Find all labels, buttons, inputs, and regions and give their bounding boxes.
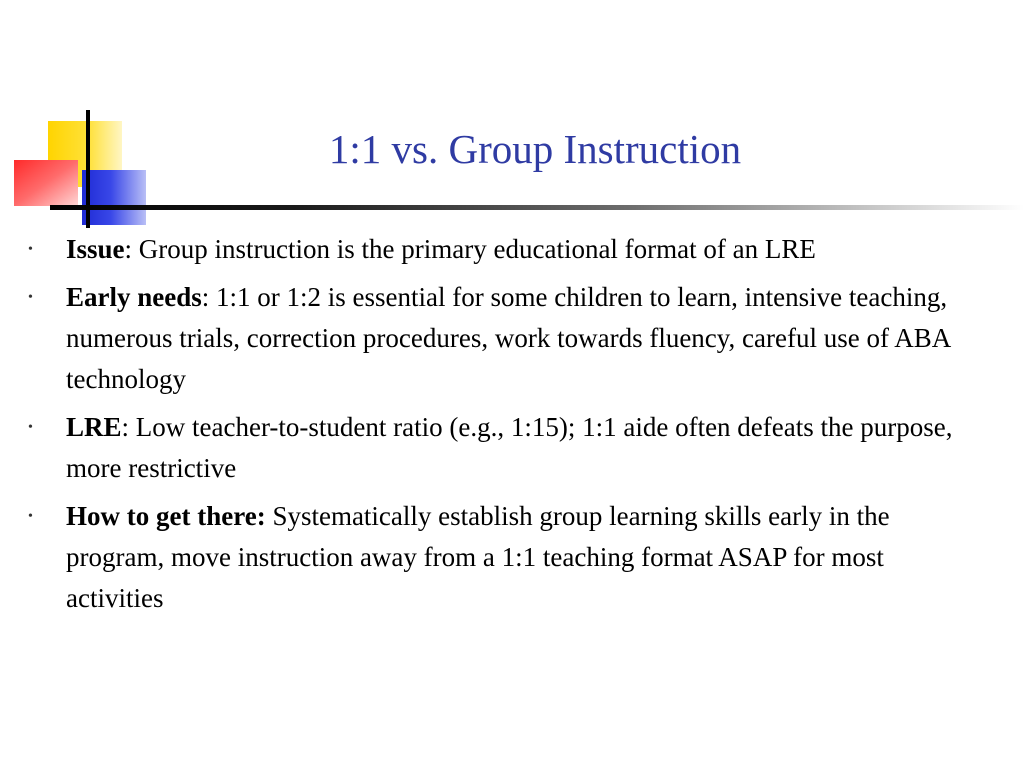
bullet-list [0,229,1024,626]
bullet-text: Group instruction is the primary educational format of an LRE [132,234,816,264]
title-underline-rule [50,205,1024,210]
bullet-item-lre [0,407,1024,489]
bullet-term: How to get there: [66,501,266,531]
bullet-dot-icon: • [28,242,33,257]
bullet-term: LRE [66,412,122,442]
bullet-separator: : [121,412,130,442]
bullet-text: Systematically establish group learning skills early in the program, move instruction away from a 1:1 teaching format ASAP for most activities [66,501,890,613]
bullet-term: Issue [66,234,125,264]
bullet-separator: : [201,282,210,312]
bullet-term: Early needs [66,282,202,312]
slide-title: 1:1 vs. Group Instruction [328,126,742,172]
blue-square-decoration [82,170,146,225]
bullet-dot-icon: • [28,290,33,305]
red-square-decoration [14,160,78,206]
bullet-separator: : [124,234,133,264]
bullet-item-early-needs [0,277,1024,400]
bullet-item-issue [0,229,1024,270]
vertical-rule-decoration [86,110,90,228]
bullet-text: Low teacher-to-student ratio (e.g., 1:15); 1:1 aide often defeats the purpose, more restrictive [66,412,953,483]
bullet-dot-icon: • [28,420,33,435]
bullet-text: 1:1 or 1:2 is essential for some children to learn, intensive teaching, numerous trials, correction procedures, work towards fluency, careful use of ABA technology [66,282,950,394]
bullet-dot-icon: • [28,509,33,524]
bullet-item-how-to-get-there [0,496,1024,619]
